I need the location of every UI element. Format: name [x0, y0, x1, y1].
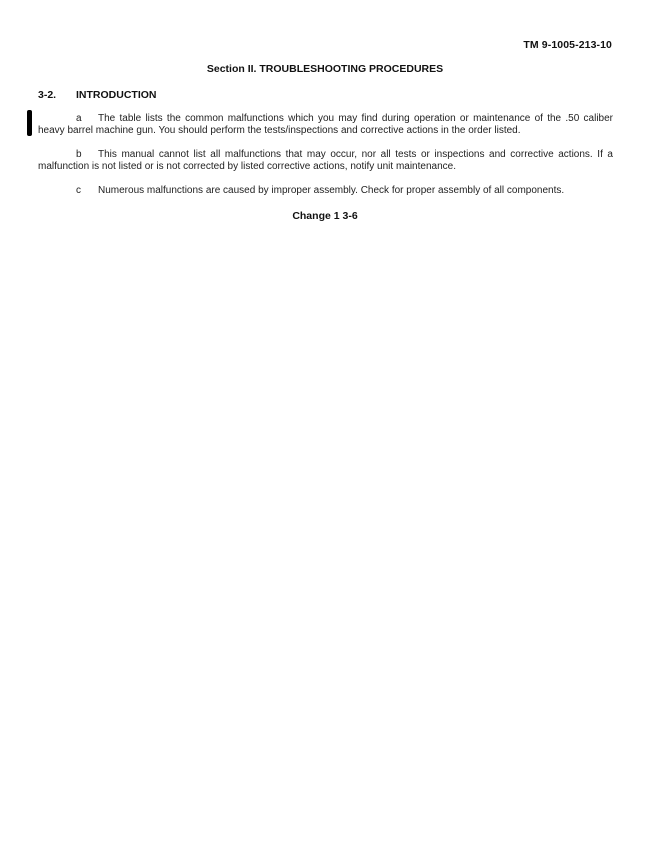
page-footer: Change 1 3-6 — [292, 210, 358, 222]
paragraph-heading — [38, 89, 157, 101]
subparagraph-text: Numerous malfunctions are caused by improper assembly. Check for proper assembly of all components. — [98, 185, 565, 196]
section-title: Section II. TROUBLESHOOTING PROCEDURES — [206, 63, 444, 75]
change-bar — [27, 110, 32, 136]
subparagraph-c — [38, 185, 613, 197]
document-id: TM 9-1005-213-10 — [523, 39, 612, 51]
subparagraph-text: The table lists the common malfunctions which you may find during operation or maintenance of the .50 caliber heavy barrel machine gun. You should perform the tests/inspections and corrective actions in the order listed. — [38, 113, 613, 136]
subparagraph-letter: b — [76, 149, 82, 160]
subparagraph-letter: a — [76, 113, 82, 124]
subparagraph-text: This manual cannot list all malfunctions that may occur, nor all tests or inspections and corrective actions. If a malfunction is not listed or is not corrected by listed corrective actions, notify unit maintenance. — [38, 149, 613, 172]
paragraph-title: INTRODUCTION — [76, 89, 157, 101]
subparagraph-b — [38, 149, 613, 173]
subparagraph-letter: c — [76, 185, 81, 196]
subparagraph-a — [38, 113, 613, 137]
paragraph-number: 3-2. — [38, 89, 57, 101]
